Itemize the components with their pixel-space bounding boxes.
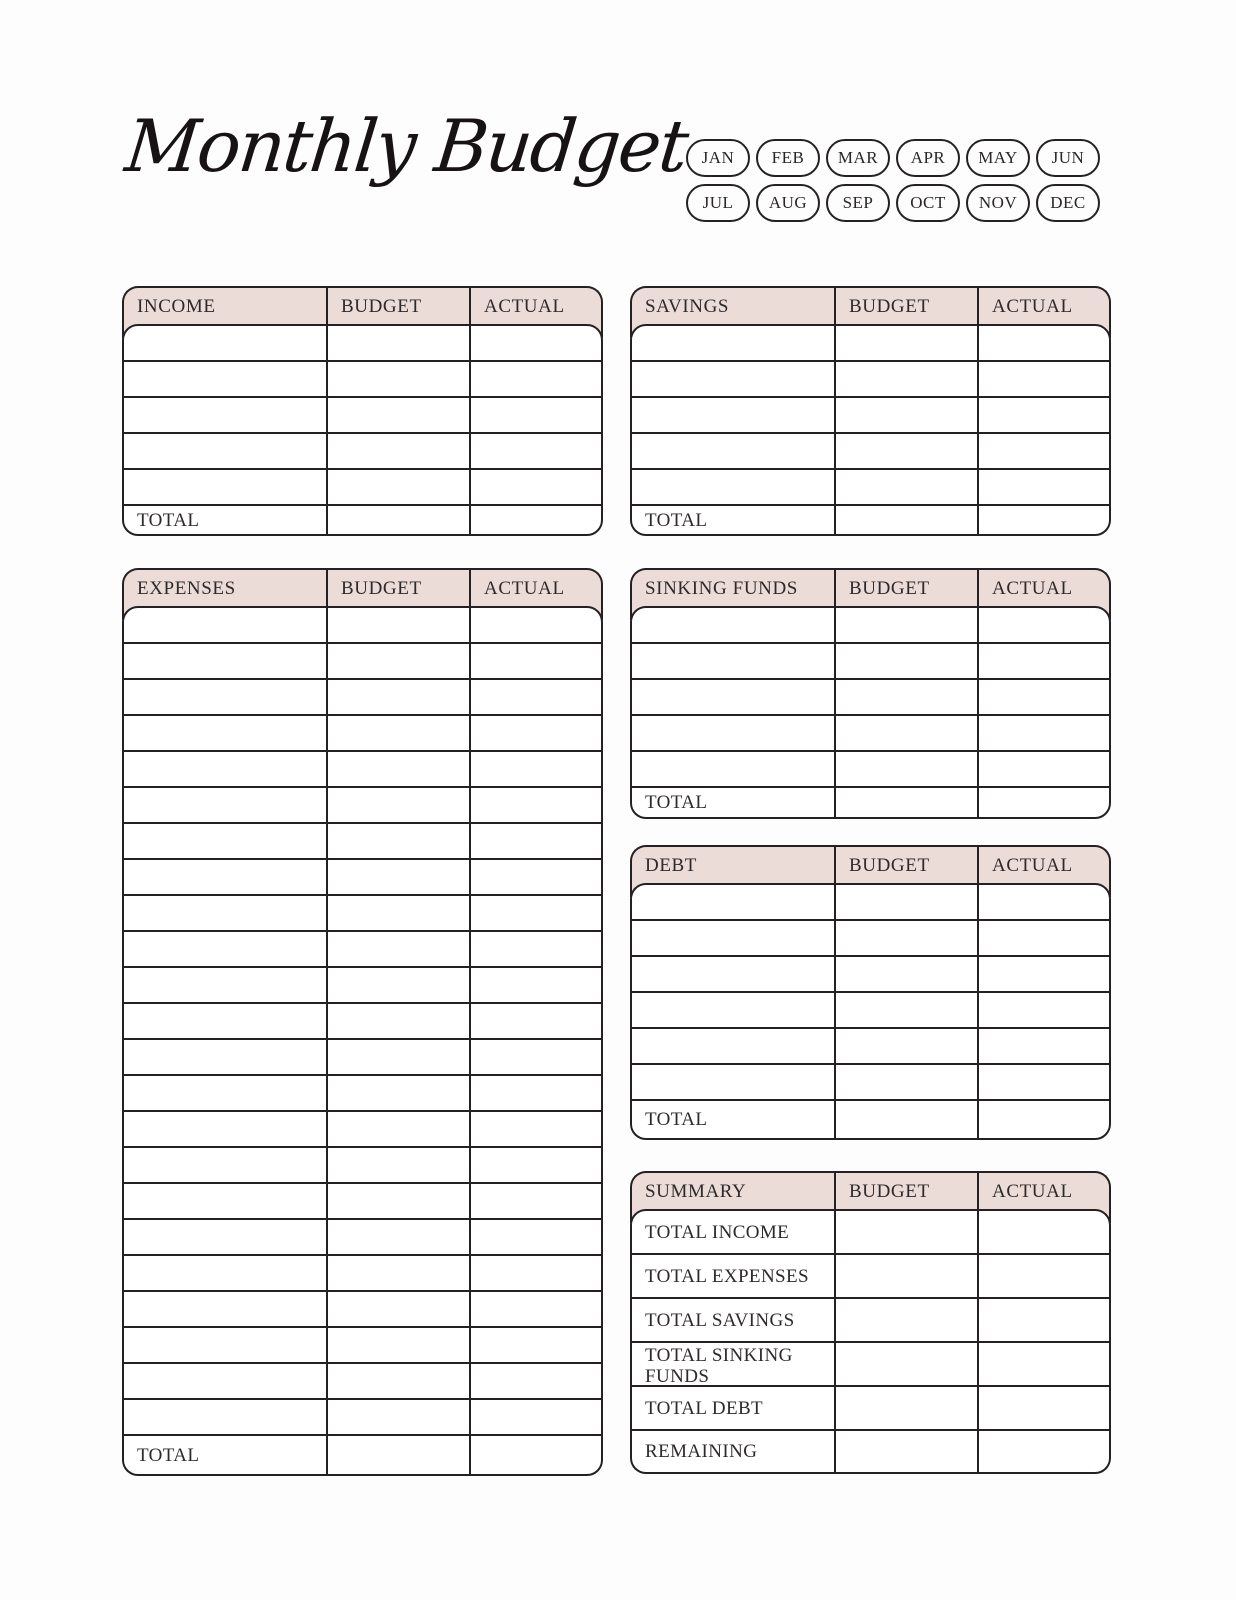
debt-budget-cell[interactable] [834,1029,977,1063]
sinking-funds-budget-cell[interactable] [834,752,977,786]
month-pill-dec[interactable]: DEC [1036,184,1100,222]
summary-budget-cell[interactable] [834,1431,977,1472]
month-pill-mar[interactable]: MAR [826,139,890,177]
sinking-funds-budget-cell[interactable] [834,680,977,714]
expenses-actual-cell[interactable] [469,788,601,822]
expenses-name-cell[interactable] [124,1004,326,1038]
income-budget-cell[interactable] [326,362,469,396]
sinking-funds-row [632,644,1109,680]
expenses-actual-cell[interactable] [469,824,601,858]
summary-row-label: TOTAL SINKING FUNDS [645,1345,793,1387]
summary-actual-cell[interactable] [977,1387,1109,1429]
expenses-row [124,1256,601,1292]
debt-budget-cell[interactable] [834,1065,977,1099]
savings-name-cell[interactable] [632,362,834,396]
savings-actual-cell[interactable] [977,434,1109,468]
savings-total-actual-cell[interactable] [977,506,1109,534]
sinking-funds-actual-cell[interactable] [977,680,1109,714]
debt-title: DEBT [645,855,698,876]
expenses-name-cell[interactable] [124,1220,326,1254]
month-pill-sep[interactable]: SEP [826,184,890,222]
summary-actual-cell[interactable] [977,1343,1109,1389]
savings-name-cell[interactable] [632,398,834,432]
summary-budget-cell[interactable] [834,1343,977,1389]
expenses-name-cell[interactable] [124,824,326,858]
page-title: Monthly Budget [121,104,691,188]
debt-actual-cell[interactable] [977,993,1109,1027]
expenses-row [124,1184,601,1220]
expenses-budget-cell[interactable] [326,1400,469,1434]
expenses-name-cell[interactable] [124,1364,326,1398]
expenses-actual-cell[interactable] [469,896,601,930]
expenses-actual-cell[interactable] [469,1184,601,1218]
month-row-2 [686,184,1100,222]
debt-row [632,993,1109,1029]
debt-total-label: TOTAL [645,1109,708,1130]
expenses-row [124,932,601,968]
expenses-name-cell[interactable] [124,896,326,930]
expenses-total-budget-cell[interactable] [326,1436,469,1474]
expenses-name-cell[interactable] [124,788,326,822]
debt-budget-cell[interactable] [834,957,977,991]
expenses-actual-cell[interactable] [469,1364,601,1398]
expenses-row [124,1148,601,1184]
expenses-name-cell[interactable] [124,1328,326,1362]
expenses-row [124,680,601,716]
expenses-total-actual-cell[interactable] [469,1436,601,1474]
budget-column-header: BUDGET [834,1173,977,1223]
debt-actual-cell[interactable] [977,1029,1109,1063]
expenses-actual-cell[interactable] [469,1076,601,1110]
month-selector [686,139,1100,222]
summary-row [632,1255,1109,1299]
expenses-row [124,1040,601,1076]
income-row [124,326,601,362]
savings-name-cell[interactable] [632,326,834,360]
expenses-actual-cell[interactable] [469,680,601,714]
expenses-row [124,860,601,896]
sinking-funds-name-cell[interactable] [632,608,834,642]
savings-budget-cell[interactable] [834,470,977,504]
expenses-budget-cell[interactable] [326,1256,469,1290]
summary-budget-cell[interactable] [834,1255,977,1297]
income-row [124,362,601,398]
expenses-actual-cell[interactable] [469,968,601,1002]
summary-row-label: TOTAL SAVINGS [645,1309,795,1331]
expenses-row [124,1112,601,1148]
month-pill-may[interactable]: MAY [966,139,1030,177]
expenses-budget-cell[interactable] [326,824,469,858]
income-row [124,434,601,470]
debt-name-cell[interactable] [632,921,834,955]
sinking-funds-name-cell[interactable] [632,680,834,714]
debt-row [632,957,1109,993]
income-row [124,470,601,506]
sinking-funds-actual-cell[interactable] [977,608,1109,642]
expenses-row [124,1220,601,1256]
debt-table-body [630,883,1111,1140]
sinking-funds-name-cell[interactable] [632,752,834,786]
expenses-budget-cell[interactable] [326,644,469,678]
month-pill-jul[interactable]: JUL [686,184,750,222]
actual-column-header: ACTUAL [977,570,1109,620]
savings-name-cell[interactable] [632,470,834,504]
month-pill-nov[interactable]: NOV [966,184,1030,222]
actual-column-header: ACTUAL [977,288,1109,338]
sinking-funds-actual-cell[interactable] [977,752,1109,786]
expenses-name-cell[interactable] [124,1040,326,1074]
debt-name-cell[interactable] [632,993,834,1027]
savings-budget-cell[interactable] [834,434,977,468]
budget-column-header: BUDGET [834,570,977,620]
debt-row [632,885,1109,921]
debt-actual-cell[interactable] [977,885,1109,919]
income-actual-cell[interactable] [469,362,601,396]
summary-row-label: REMAINING [645,1441,758,1462]
expenses-name-cell[interactable] [124,752,326,786]
summary-table-body [630,1209,1111,1474]
month-pill-feb[interactable]: FEB [756,139,820,177]
expenses-budget-cell[interactable] [326,1148,469,1182]
sinking-funds-total-actual-cell[interactable] [977,788,1109,817]
sinking-funds-total-label: TOTAL [645,792,708,813]
summary-actual-cell[interactable] [977,1211,1109,1253]
month-pill-jan[interactable]: JAN [686,139,750,177]
savings-total-row [632,506,1109,534]
savings-total-budget-cell[interactable] [834,506,977,534]
sinking-funds-budget-cell[interactable] [834,716,977,750]
debt-actual-cell[interactable] [977,957,1109,991]
expenses-name-cell[interactable] [124,1184,326,1218]
expenses-budget-cell[interactable] [326,1040,469,1074]
income-title: INCOME [137,296,216,317]
sinking-funds-name-cell[interactable] [632,716,834,750]
expenses-total-label: TOTAL [137,1444,200,1466]
debt-total-row [632,1101,1109,1138]
summary-actual-cell[interactable] [977,1255,1109,1297]
expenses-actual-cell[interactable] [469,932,601,966]
summary-budget-cell[interactable] [834,1387,977,1429]
budget-column-header: BUDGET [326,288,469,338]
debt-budget-cell[interactable] [834,885,977,919]
sinking-funds-table [630,568,1111,819]
expenses-row [124,1328,601,1364]
expenses-row [124,1400,601,1436]
sinking-funds-table-body [630,606,1111,819]
expenses-actual-cell[interactable] [469,1040,601,1074]
expenses-budget-cell[interactable] [326,1328,469,1362]
expenses-name-cell[interactable] [124,608,326,642]
expenses-name-cell[interactable] [124,1076,326,1110]
savings-budget-cell[interactable] [834,326,977,360]
summary-budget-cell[interactable] [834,1211,977,1253]
expenses-row [124,1364,601,1400]
month-pill-oct[interactable]: OCT [896,184,960,222]
expenses-name-cell[interactable] [124,1112,326,1146]
debt-row [632,921,1109,957]
expenses-budget-cell[interactable] [326,1004,469,1038]
actual-column-header: ACTUAL [469,288,601,338]
expenses-row [124,752,601,788]
income-name-cell[interactable] [124,434,326,468]
income-budget-cell[interactable] [326,326,469,360]
savings-title: SAVINGS [645,296,730,317]
expenses-row [124,1004,601,1040]
expenses-budget-cell[interactable] [326,716,469,750]
savings-row [632,434,1109,470]
sinking-funds-actual-cell[interactable] [977,716,1109,750]
income-table [122,286,603,536]
savings-table [630,286,1111,536]
budget-column-header: BUDGET [326,570,469,620]
savings-row [632,362,1109,398]
summary-row-label: TOTAL EXPENSES [645,1265,810,1287]
savings-budget-cell[interactable] [834,398,977,432]
summary-table [630,1171,1111,1474]
savings-table-body [630,324,1111,536]
sinking-funds-budget-cell[interactable] [834,644,977,678]
expenses-actual-cell[interactable] [469,1256,601,1290]
sinking-funds-row [632,680,1109,716]
savings-row [632,398,1109,434]
debt-name-cell[interactable] [632,1065,834,1099]
expenses-budget-cell[interactable] [326,1220,469,1254]
expenses-row [124,644,601,680]
month-pill-aug[interactable]: AUG [756,184,820,222]
debt-budget-cell[interactable] [834,993,977,1027]
expenses-name-cell[interactable] [124,860,326,894]
expenses-actual-cell[interactable] [469,1220,601,1254]
savings-name-cell[interactable] [632,434,834,468]
expenses-actual-cell[interactable] [469,644,601,678]
expenses-name-cell[interactable] [124,680,326,714]
expenses-row [124,788,601,824]
actual-column-header: ACTUAL [977,1173,1109,1223]
expenses-budget-cell[interactable] [326,1112,469,1146]
actual-column-header: ACTUAL [977,847,1109,897]
expenses-name-cell[interactable] [124,644,326,678]
expenses-budget-cell[interactable] [326,608,469,642]
income-actual-cell[interactable] [469,434,601,468]
summary-title: SUMMARY [645,1181,747,1202]
income-actual-cell[interactable] [469,398,601,432]
savings-actual-cell[interactable] [977,362,1109,396]
budget-column-header: BUDGET [834,847,977,897]
debt-row [632,1029,1109,1065]
summary-actual-cell[interactable] [977,1299,1109,1341]
expenses-name-cell[interactable] [124,932,326,966]
debt-actual-cell[interactable] [977,921,1109,955]
expenses-budget-cell[interactable] [326,896,469,930]
debt-name-cell[interactable] [632,885,834,919]
expenses-table-body [122,606,603,1476]
income-total-row [124,506,601,534]
summary-row-label: TOTAL INCOME [645,1221,790,1243]
expenses-row [124,824,601,860]
income-total-label: TOTAL [137,509,200,531]
expenses-row [124,716,601,752]
sinking-funds-title: SINKING FUNDS [645,578,798,599]
expenses-title: EXPENSES [137,578,236,599]
expenses-row [124,1292,601,1328]
month-row-1 [686,139,1100,177]
expenses-budget-cell[interactable] [326,680,469,714]
income-name-cell[interactable] [124,470,326,504]
summary-row [632,1431,1109,1472]
summary-row-label: TOTAL DEBT [645,1397,764,1419]
expenses-name-cell[interactable] [124,1148,326,1182]
sinking-funds-budget-cell[interactable] [834,608,977,642]
summary-actual-cell[interactable] [977,1431,1109,1472]
sinking-funds-row [632,752,1109,788]
income-row [124,398,601,434]
expenses-row [124,608,601,644]
debt-total-budget-cell[interactable] [834,1101,977,1138]
expenses-budget-cell[interactable] [326,1076,469,1110]
income-actual-cell[interactable] [469,470,601,504]
savings-row [632,326,1109,362]
savings-budget-cell[interactable] [834,362,977,396]
savings-actual-cell[interactable] [977,398,1109,432]
expenses-row [124,1076,601,1112]
income-table-body [122,324,603,536]
summary-row [632,1299,1109,1343]
expenses-budget-cell[interactable] [326,1292,469,1326]
expenses-name-cell[interactable] [124,1400,326,1434]
income-budget-cell[interactable] [326,470,469,504]
income-budget-cell[interactable] [326,398,469,432]
expenses-row [124,896,601,932]
month-pill-jun[interactable]: JUN [1036,139,1100,177]
expenses-actual-cell[interactable] [469,1292,601,1326]
sinking-funds-total-row [632,788,1109,817]
month-pill-apr[interactable]: APR [896,139,960,177]
sinking-funds-row [632,608,1109,644]
expenses-table [122,568,603,1476]
summary-row [632,1211,1109,1255]
debt-name-cell[interactable] [632,1029,834,1063]
income-budget-cell[interactable] [326,434,469,468]
expenses-budget-cell[interactable] [326,932,469,966]
expenses-budget-cell[interactable] [326,1184,469,1218]
expenses-name-cell[interactable] [124,716,326,750]
savings-actual-cell[interactable] [977,470,1109,504]
debt-name-cell[interactable] [632,957,834,991]
expenses-budget-cell[interactable] [326,1364,469,1398]
expenses-name-cell[interactable] [124,1292,326,1326]
savings-total-label: TOTAL [645,509,708,531]
expenses-name-cell[interactable] [124,968,326,1002]
expenses-actual-cell[interactable] [469,1328,601,1362]
debt-actual-cell[interactable] [977,1065,1109,1099]
income-total-budget-cell[interactable] [326,506,469,534]
debt-budget-cell[interactable] [834,921,977,955]
savings-actual-cell[interactable] [977,326,1109,360]
income-actual-cell[interactable] [469,326,601,360]
budget-column-header: BUDGET [834,288,977,338]
expenses-budget-cell[interactable] [326,968,469,1002]
expenses-actual-cell[interactable] [469,608,601,642]
expenses-budget-cell[interactable] [326,788,469,822]
sinking-funds-total-budget-cell[interactable] [834,788,977,817]
expenses-actual-cell[interactable] [469,1004,601,1038]
expenses-budget-cell[interactable] [326,860,469,894]
summary-row [632,1387,1109,1431]
debt-table [630,845,1111,1140]
expenses-actual-cell[interactable] [469,716,601,750]
sinking-funds-name-cell[interactable] [632,644,834,678]
sinking-funds-row [632,716,1109,752]
expenses-actual-cell[interactable] [469,752,601,786]
expenses-budget-cell[interactable] [326,752,469,786]
income-name-cell[interactable] [124,362,326,396]
income-total-actual-cell[interactable] [469,506,601,534]
expenses-actual-cell[interactable] [469,1112,601,1146]
expenses-actual-cell[interactable] [469,860,601,894]
debt-row [632,1065,1109,1101]
expenses-row [124,968,601,1004]
savings-row [632,470,1109,506]
expenses-actual-cell[interactable] [469,1400,601,1434]
income-name-cell[interactable] [124,398,326,432]
sinking-funds-actual-cell[interactable] [977,644,1109,678]
summary-budget-cell[interactable] [834,1299,977,1341]
debt-total-actual-cell[interactable] [977,1101,1109,1138]
expenses-total-row [124,1436,601,1474]
actual-column-header: ACTUAL [469,570,601,620]
income-name-cell[interactable] [124,326,326,360]
summary-row [632,1343,1109,1387]
expenses-actual-cell[interactable] [469,1148,601,1182]
expenses-name-cell[interactable] [124,1256,326,1290]
